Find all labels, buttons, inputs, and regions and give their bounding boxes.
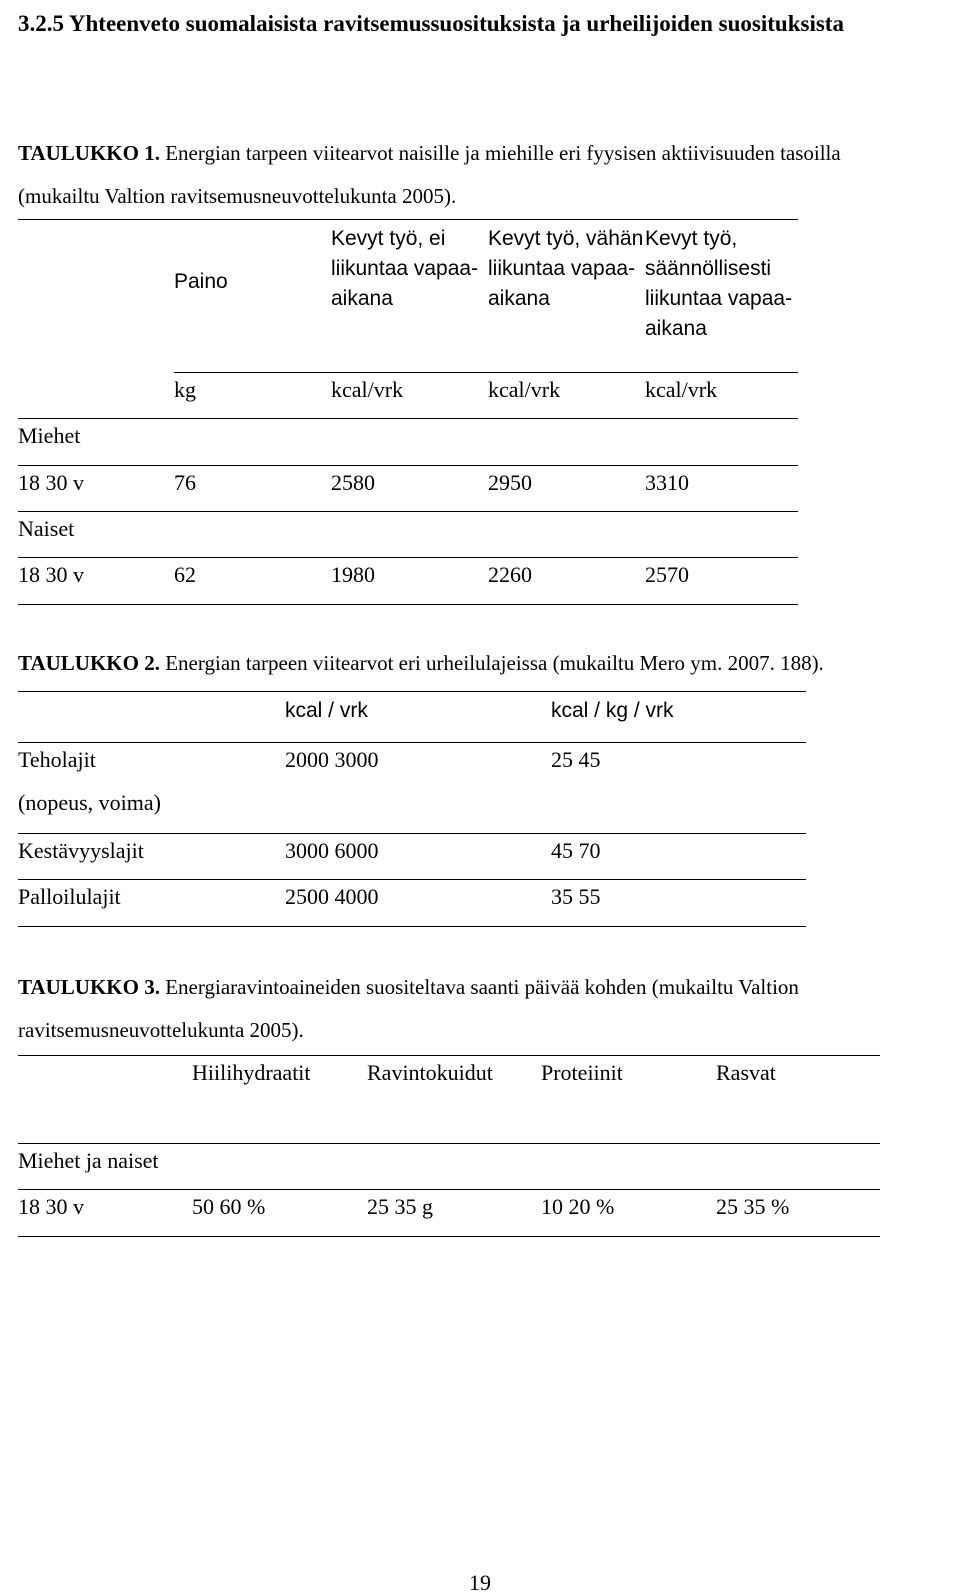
table3-caption-text: Energiaravintoaineiden suositeltava saanti päivää kohden (mukailtu Valtion ravitsemusneuvottelukunta 2005).	[18, 975, 799, 1042]
table2-row-label: Kestävyyslajit	[18, 838, 144, 863]
page-number: 19	[469, 1570, 491, 1595]
table3-header-protein: Proteiinit	[541, 1060, 623, 1085]
table1-row-women-weight: 62	[174, 562, 196, 587]
table2-row-kcal: 3000 6000	[285, 838, 379, 863]
table3-header-fat: Rasvat	[716, 1060, 776, 1085]
table1-bottom-rule	[18, 604, 798, 605]
table3-bottom-rule	[18, 1236, 880, 1237]
table3-caption-label: TAULUKKO 3.	[18, 975, 160, 999]
table1-rule	[18, 557, 798, 558]
table3-row-carbs: 50 60 %	[192, 1194, 266, 1219]
table2-row-label: Palloilulajit	[18, 884, 121, 909]
table3-top-rule	[18, 1055, 880, 1056]
table1-row-men-col3: 2950	[488, 470, 532, 495]
table1-unit-col2: kcal/vrk	[331, 377, 404, 402]
table2-row-kcalkg: 45 70	[551, 838, 601, 863]
table2-row-kcal: 2000 3000	[285, 747, 379, 772]
table2-row-kcalkg: 25 45	[551, 747, 601, 772]
table3-row-protein: 10 20 %	[541, 1194, 615, 1219]
table3-rule	[18, 1189, 880, 1190]
table1-row-men-weight: 76	[174, 470, 196, 495]
table1-caption-text: Energian tarpeen viitearvot naisille ja miehille eri fyysisen aktiivisuuden tasoilla (mukailtu Valtion ravitsemusneuvottelukunta 2005).	[18, 141, 841, 208]
table1-row-women-col4: 2570	[645, 562, 689, 587]
table2-rule	[18, 833, 806, 834]
table3-rule	[18, 1143, 880, 1144]
table1-row-men-age: 18 30 v	[18, 470, 84, 495]
table2-bottom-rule	[18, 926, 806, 927]
table2-row-kcalkg: 35 55	[551, 884, 601, 909]
table1-header-weight: Paino	[174, 270, 228, 293]
table1-row-women-col3: 2260	[488, 562, 532, 587]
table1-row-men-col2: 2580	[331, 470, 375, 495]
table2-row-kcal: 2500 4000	[285, 884, 379, 909]
table1-caption-label: TAULUKKO 1.	[18, 141, 160, 165]
table1-group-men: Miehet	[18, 423, 81, 448]
table1-row-men-col4: 3310	[645, 470, 689, 495]
table1-unit-col4: kcal/vrk	[645, 377, 718, 402]
table1-row-women-col2: 1980	[331, 562, 375, 587]
table2-caption-text: Energian tarpeen viitearvot eri urheilulajeissa (mukailtu Mero ym. 2007. 188).	[159, 651, 824, 675]
table3-row-fat: 25 35 %	[716, 1194, 790, 1219]
table2-top-rule	[18, 691, 806, 692]
table1-rule	[18, 511, 798, 512]
section-heading: 3.2.5 Yhteenveto suomalaisista ravitsemussuosituksista ja urheilijoiden suosituksista	[18, 11, 844, 36]
table1-row-women-age: 18 30 v	[18, 562, 84, 587]
table2-caption	[18, 642, 918, 685]
table1-rule	[18, 418, 798, 419]
table3-caption	[18, 966, 918, 1052]
table2-header-kcalkg: kcal / kg / vrk	[551, 699, 674, 722]
table1-unit-rule	[174, 372, 798, 373]
table1-header-col3: Kevyt työ, vähän liikuntaa vapaa-aikana	[488, 227, 644, 310]
table1-unit-kg: kg	[174, 377, 196, 402]
table2-header-kcal: kcal / vrk	[285, 699, 368, 722]
table2-row-label: Teholajit	[18, 747, 96, 772]
table2-row-sublabel: (nopeus, voima)	[18, 790, 161, 815]
table1-unit-col3: kcal/vrk	[488, 377, 561, 402]
table3-header-carbs: Hiilihydraatit	[192, 1060, 311, 1085]
table1-header-col4: Kevyt työ, säännöllisesti liikuntaa vapaa-aikana	[645, 227, 793, 340]
table3-header-fiber: Ravintokuidut	[367, 1060, 493, 1085]
table1-header-col2: Kevyt työ, ei liikuntaa vapaa-aikana	[331, 227, 479, 310]
table1-caption	[18, 132, 918, 218]
table2-rule	[18, 742, 806, 743]
table3-row-age: 18 30 v	[18, 1194, 84, 1219]
table3-row-fiber: 25 35 g	[367, 1194, 433, 1219]
table2-rule	[18, 879, 806, 880]
table2-caption-label: TAULUKKO 2.	[18, 651, 160, 675]
table3-group: Miehet ja naiset	[18, 1148, 159, 1173]
table1-group-women: Naiset	[18, 516, 75, 541]
table1-rule	[18, 465, 798, 466]
table1-top-rule	[18, 219, 798, 220]
